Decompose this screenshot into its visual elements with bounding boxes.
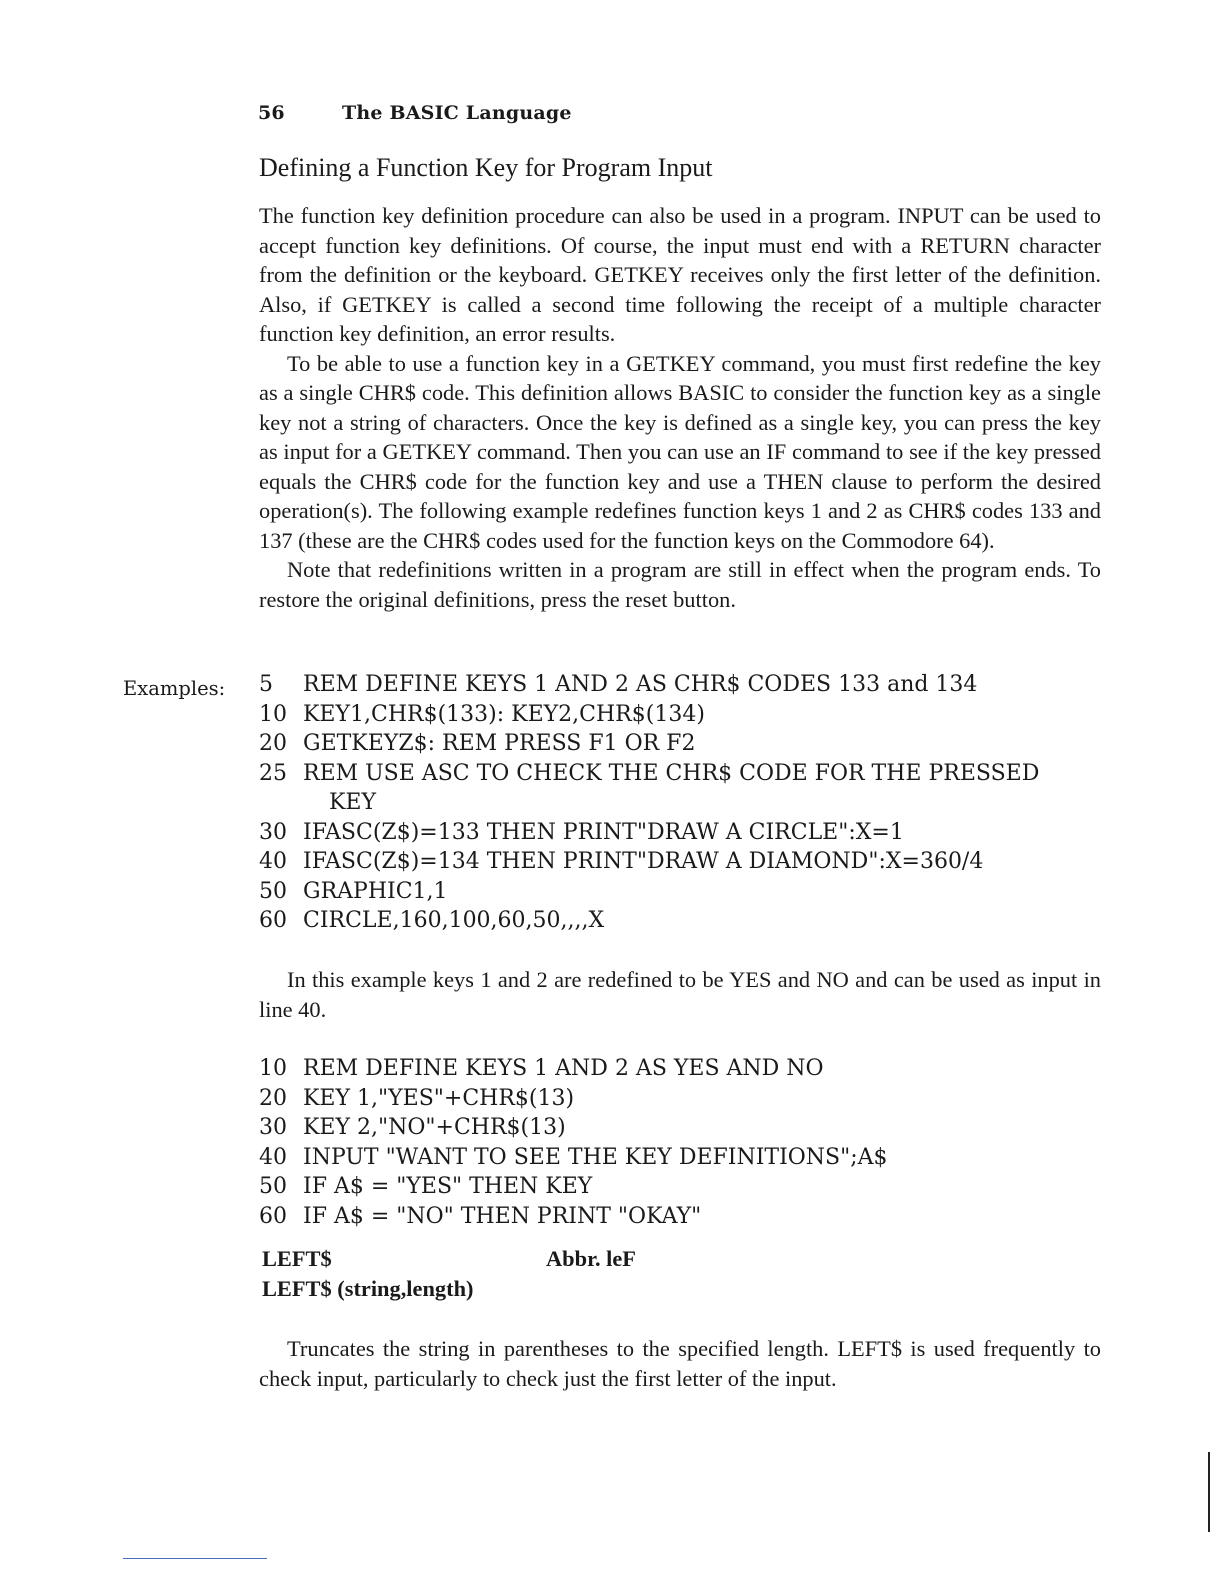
code-listing-1 — [259, 670, 1039, 936]
code-text: IF A$ = "NO" THEN PRINT "OKAY" — [303, 1203, 702, 1229]
keyword-entry — [262, 1244, 636, 1304]
code-text: KEY 1,"YES"+CHR$(13) — [303, 1085, 575, 1111]
line-number: 30 — [259, 819, 287, 845]
code-line — [259, 877, 1039, 907]
line-number: 20 — [259, 731, 287, 756]
line-number: 40 — [259, 849, 287, 874]
entry-heading — [262, 1244, 636, 1274]
scan-edge-mark — [1208, 1452, 1210, 1532]
paragraph-3: Note that redefinitions written in a program are still in effect when the program ends. To restore the original definitions, press the reset button. — [259, 557, 1101, 612]
line-number: 60 — [259, 1203, 287, 1229]
line-number: 40 — [259, 1144, 287, 1170]
code-line — [259, 1054, 888, 1084]
line-number: 60 — [259, 908, 287, 933]
examples-label: Examples: — [123, 677, 226, 700]
code-text: REM DEFINE KEYS 1 AND 2 AS YES AND NO — [303, 1056, 824, 1081]
section-body — [259, 201, 1101, 614]
code-text: REM DEFINE KEYS 1 AND 2 AS CHR$ CODES 133 and 134 — [303, 672, 978, 697]
code-text: KEY1,CHR$(133): KEY2,CHR$(134) — [303, 701, 705, 727]
code-line — [259, 729, 1039, 759]
code-line — [259, 1084, 888, 1114]
entry-abbreviation: Abbr. leF — [546, 1246, 636, 1271]
code-text: IFASC(Z$)=133 THEN PRINT"DRAW A CIRCLE":X=1 — [303, 819, 904, 845]
running-title: The BASIC Language — [342, 102, 572, 124]
paragraph-between: In this example keys 1 and 2 are redefined to be YES and NO and can be used as input in line 40. — [259, 967, 1101, 1022]
entry-keyword: LEFT$ — [262, 1246, 332, 1271]
entry-syntax: LEFT$ (string,length) — [262, 1276, 474, 1301]
code-text: INPUT "WANT TO SEE THE KEY DEFINITIONS";A$ — [303, 1144, 888, 1170]
line-number: 10 — [259, 701, 287, 727]
line-number: 50 — [259, 1174, 287, 1199]
line-number: 25 — [259, 760, 287, 786]
code-text: REM USE ASC TO CHECK THE CHR$ CODE FOR THE PRESSED — [303, 760, 1040, 786]
paragraph-2: To be able to use a function key in a GETKEY command, you must first redefine the key as a single CHR$ code. This definition allows BASIC to consider the function key as a single key not a string of characters. Once the key is defined as a single key, you can press the key as input for a GETKEY command. Then you can use an IF command to see if the key pressed equals the CHR$ code for the function key and use a THEN clause to perform the desired operation(s). The following example redefines function keys 1 and 2 as CHR$ codes 133 and 137 (these are the CHR$ codes used for the function keys on the Commodore 64). — [259, 350, 1101, 553]
code-text: GETKEYZ$: REM PRESS F1 OR F2 — [303, 731, 696, 756]
line-number: 50 — [259, 878, 287, 904]
section-title: Defining a Function Key for Program Input — [259, 153, 713, 182]
code-line — [259, 700, 1039, 730]
code-text: GRAPHIC1,1 — [303, 878, 448, 904]
bottom-rule — [123, 1558, 267, 1559]
line-number: 5 — [259, 672, 273, 697]
line-number: 30 — [259, 1115, 287, 1140]
code-line — [259, 1172, 888, 1202]
code-line — [259, 906, 1039, 936]
code-text: IFASC(Z$)=134 THEN PRINT"DRAW A DIAMOND":X=360/4 — [303, 849, 984, 874]
code-line — [259, 759, 1039, 789]
code-text: CIRCLE,160,100,60,50,,,,X — [303, 908, 605, 933]
paragraph-1: The function key definition procedure can also be used in a program. INPUT can be used to accept function key definitions. Of course, the input must end with a RETURN character from the definition or the keyboard. GETKEY receives only the first letter of the definition. Also, if GETKEY is called a second time following the receipt of a multiple character function key definition, an error results. — [259, 203, 1101, 346]
line-number: 10 — [259, 1056, 287, 1081]
code-line — [259, 1202, 888, 1232]
code-text: IF A$ = "YES" THEN KEY — [303, 1174, 593, 1199]
page-number: 56 — [258, 102, 285, 124]
code-line — [259, 818, 1039, 848]
running-head — [258, 102, 572, 124]
code-text: KEY 2,"NO"+CHR$(13) — [303, 1115, 566, 1140]
code-line — [259, 670, 1039, 700]
code-line — [259, 1143, 888, 1173]
entry-description — [259, 1334, 1101, 1393]
code-listing-2 — [259, 1054, 888, 1231]
line-number: 20 — [259, 1085, 287, 1111]
code-line — [259, 1113, 888, 1143]
entry-description-text: Truncates the string in parentheses to the specified length. LEFT$ is used frequently to check input, particularly to check just the first letter of the input. — [259, 1336, 1101, 1391]
between-text — [259, 965, 1101, 1024]
code-line-continuation: KEY — [329, 790, 377, 815]
code-line — [259, 847, 1039, 877]
